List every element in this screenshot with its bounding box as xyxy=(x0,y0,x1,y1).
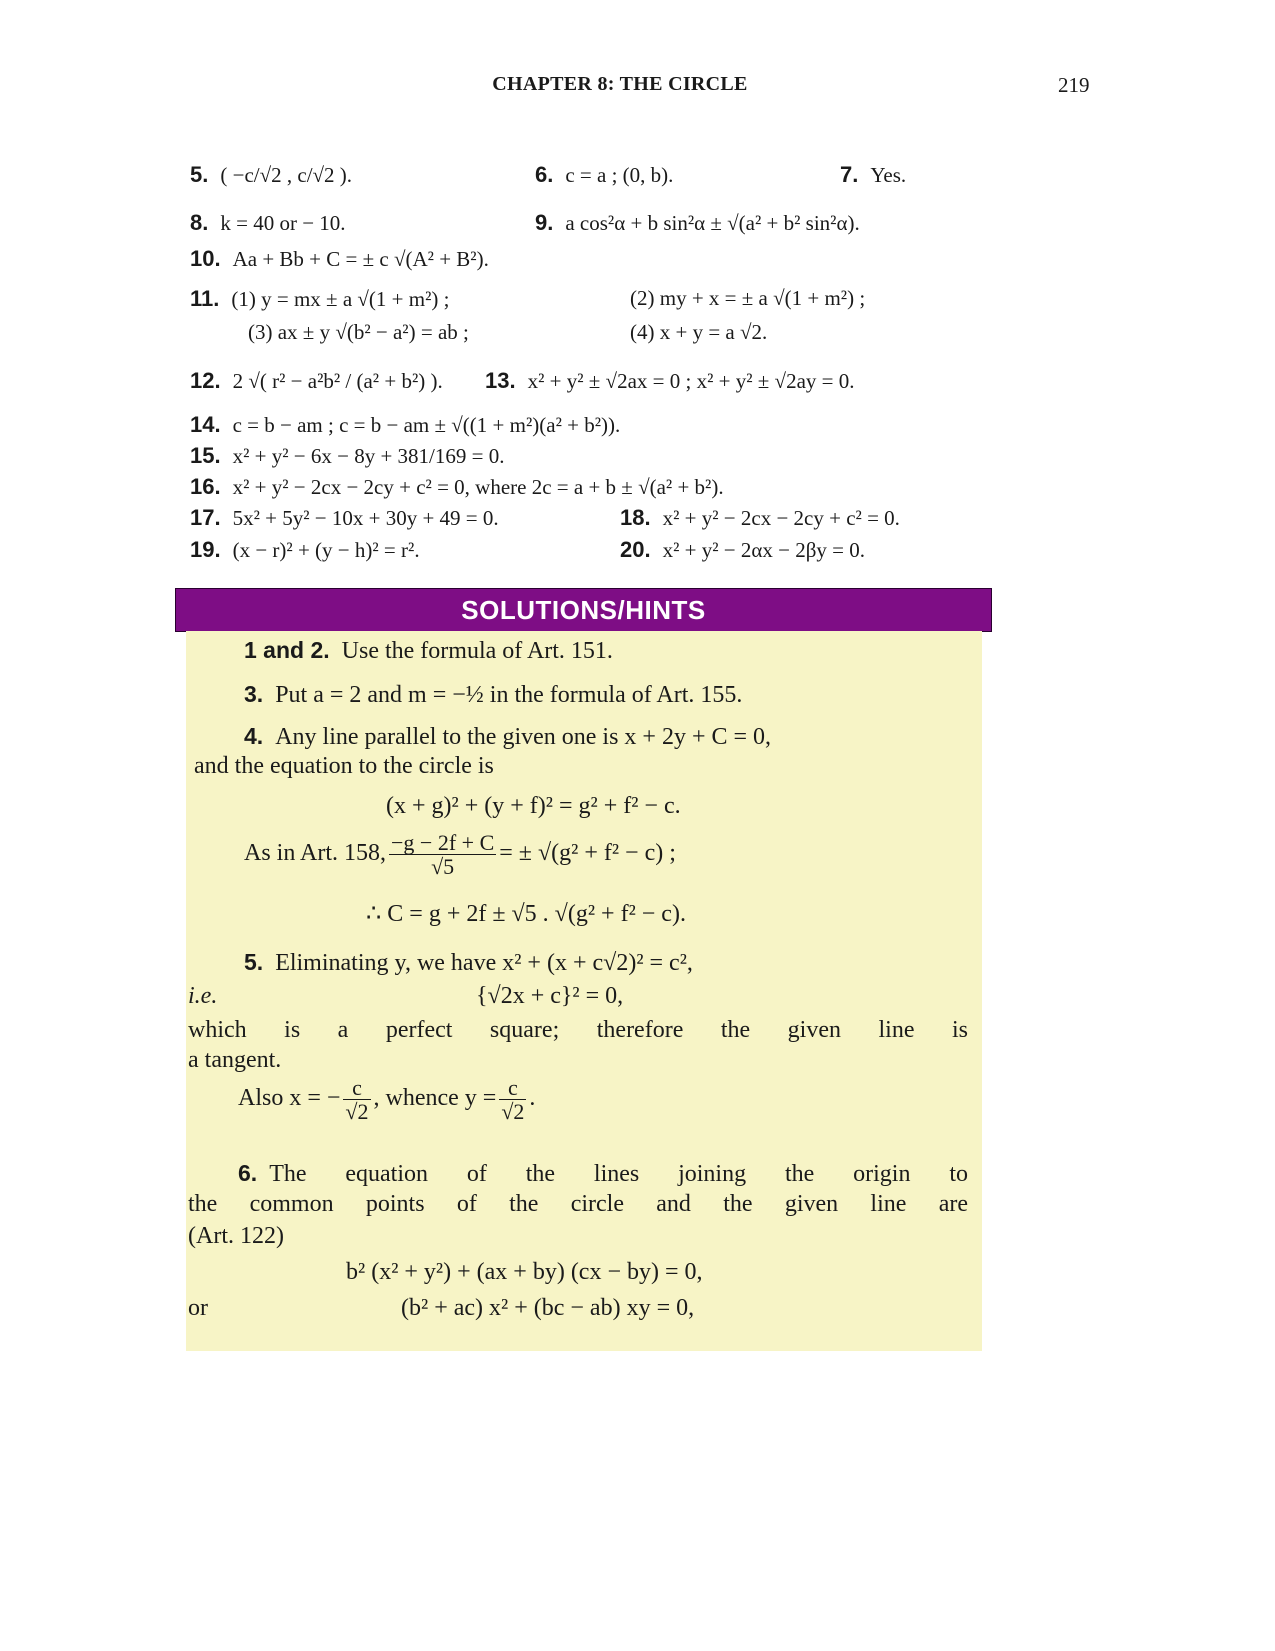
page-number: 219 xyxy=(1058,73,1090,97)
fraction: $\frac{c}{√2}$ xyxy=(345,1075,369,1125)
solution-5-line-2: a tangent. xyxy=(188,1047,282,1073)
solution-5-ie: i.e. xyxy=(188,983,218,1009)
solution-6-line-2: the common points of the circle and the given line are xyxy=(188,1191,968,1217)
answer-6: 6. c = a ; (0, b). xyxy=(535,162,674,187)
answer-19: 19. (x − r)² + (y − h)² = r². xyxy=(190,537,420,562)
answer-14: 14. c = b − am ; c = b − am ± √((1 + m²)(a² + b²)). xyxy=(190,412,621,437)
solution-4-equation-3: ∴ C = g + 2f ± √5 . √(g² + f² − c). xyxy=(366,901,686,927)
solution-3: 3. Put a = 2 and m = −½ in the formula of Art. 155. xyxy=(244,681,743,708)
answer-10: 10. Aa + Bb + C = ± c √(A² + B²). xyxy=(190,246,489,271)
solution-4-equation-1: (x + g)² + (y + f)² = g² + f² − c. xyxy=(386,793,681,819)
fraction: $\frac{c}{√2}$ xyxy=(501,1075,525,1125)
fraction: $\frac{-g - 2f + C}{√5}$ xyxy=(391,830,495,880)
solution-6-or: or xyxy=(188,1295,208,1321)
answer-5: 5. ( −c/√2 , c/√2 ). xyxy=(190,162,353,187)
solutions-scan xyxy=(186,631,982,1351)
answer-7: 7. Yes. xyxy=(840,162,907,187)
solution-6-equation-1: b² (x² + y²) + (ax + by) (cx − by) = 0, xyxy=(346,1259,703,1285)
solution-5-line-1: which is a perfect square; therefore the given line is xyxy=(188,1017,968,1043)
solution-5-also: Also x = − $\frac{c}{√2}$ , whence y = $\frac{c}{√2}$ . xyxy=(238,1075,536,1125)
solution-6: 6. The equation of the lines joining the origin to xyxy=(238,1160,968,1187)
answer-8: 8. k = 40 or − 10. xyxy=(190,210,346,235)
solutions-banner: SOLUTIONS/HINTS xyxy=(175,588,992,632)
solution-1-2: 1 and 2. Use the formula of Art. 151. xyxy=(244,637,613,664)
solution-6-equation-2: (b² + ac) x² + (bc − ab) xy = 0, xyxy=(401,1295,695,1321)
answer-16: 16. x² + y² − 2cx − 2cy + c² = 0, where 2c = a + b ± √(a² + b²). xyxy=(190,474,724,499)
answer-9: 9. a cos²α + b sin²α ± √(a² + b² sin²α). xyxy=(535,210,860,235)
answer-11: 11. (1) y = mx ± a √(1 + m²) ; xyxy=(190,286,450,311)
solution-5-equation: {√2x + c}² = 0, xyxy=(476,983,624,1009)
answer-11-part-4: (4) x + y = a √2. xyxy=(630,320,768,344)
answer-11-part-2: (2) my + x = ± a √(1 + m²) ; xyxy=(630,286,866,310)
solution-6-line-3: (Art. 122) xyxy=(188,1223,284,1249)
answer-13: 13. x² + y² ± √2ax = 0 ; x² + y² ± √2ay = 0. xyxy=(485,368,855,393)
answer-11-part-3: (3) ax ± y √(b² − a²) = ab ; xyxy=(248,320,469,344)
solution-4: 4. Any line parallel to the given one is x + 2y + C = 0, xyxy=(244,723,772,750)
answer-17: 17. 5x² + 5y² − 10x + 30y + 49 = 0. xyxy=(190,505,499,530)
solution-4-equation-2: As in Art. 158, $\frac{-g - 2f + C}{√5}$ = ± √(g² + f² − c) ; xyxy=(244,830,676,880)
solution-4-continued: and the equation to the circle is xyxy=(194,753,494,779)
answers-list xyxy=(190,150,990,580)
solution-5: 5. Eliminating y, we have x² + (x + c√2)² = c², xyxy=(244,949,693,976)
chapter-title: CHAPTER 8: THE CIRCLE xyxy=(492,73,748,95)
answer-12: 12. 2 √( r² − a²b² / (a² + b²) ). xyxy=(190,368,443,393)
answer-15: 15. x² + y² − 6x − 8y + 381/169 = 0. xyxy=(190,443,505,468)
answer-20: 20. x² + y² − 2αx − 2βy = 0. xyxy=(620,537,865,562)
answer-18: 18. x² + y² − 2cx − 2cy + c² = 0. xyxy=(620,505,900,530)
